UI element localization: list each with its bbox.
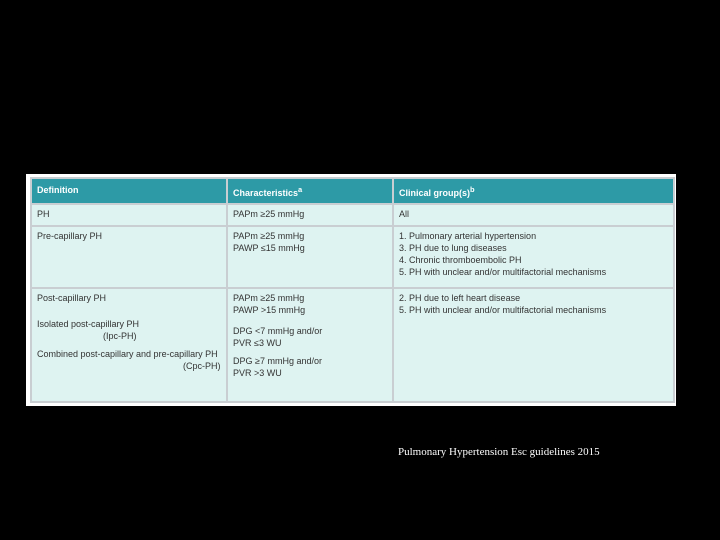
cell-definition <box>31 288 227 402</box>
table-row <box>31 288 674 402</box>
table-header-row <box>31 178 674 204</box>
source-caption: Pulmonary Hypertension Esc guidelines 2015 <box>398 446 600 458</box>
cell-clinical-groups: 2. PH due to left heart disease 5. PH with unclear and/or multifactorial mechanisms <box>393 288 674 402</box>
cell-clinical-groups: All <box>393 204 674 226</box>
isolated-label: Isolated post-capillary PH <box>37 319 140 329</box>
footnote-mark-b: b <box>470 185 475 194</box>
header-definition: Definition <box>31 178 227 204</box>
cell-definition: PH <box>31 204 227 226</box>
table-row <box>31 204 674 226</box>
table-row <box>31 226 674 288</box>
post-capillary-label: Post-capillary PH <box>37 293 107 303</box>
cell-definition: Pre-capillary PH <box>31 226 227 288</box>
cell-characteristics: PAPm ≥25 mmHg PAWP >15 mmHg DPG <7 mmHg and/or PVR ≤3 WU DPG ≥7 mmHg and/or PVR >3 WU <box>227 288 393 402</box>
cell-characteristics: PAPm ≥25 mmHg PAWP ≤15 mmHg <box>227 226 393 288</box>
cell-clinical-groups: 1. Pulmonary arterial hypertension 3. PH due to lung diseases 4. Chronic thromboembolic PH 5. PH with unclear and/or multifactorial mechanisms <box>393 226 674 288</box>
isolated-abbr: (Ipc-PH) <box>103 331 137 341</box>
footnote-mark-a: a <box>298 185 303 194</box>
header-characteristics: Characteristics$^a$ <box>227 178 393 204</box>
combined-label: Combined post-capillary and pre-capillary PH <box>37 349 218 359</box>
hemodynamic-definitions-table-image <box>26 174 676 406</box>
hemodynamic-definitions-table <box>30 177 675 403</box>
cell-characteristics: PAPm ≥25 mmHg <box>227 204 393 226</box>
header-clinical-groups: Clinical $group(s)^b$ <box>393 178 674 204</box>
combined-abbr: (Cpc-PH) <box>183 361 221 371</box>
